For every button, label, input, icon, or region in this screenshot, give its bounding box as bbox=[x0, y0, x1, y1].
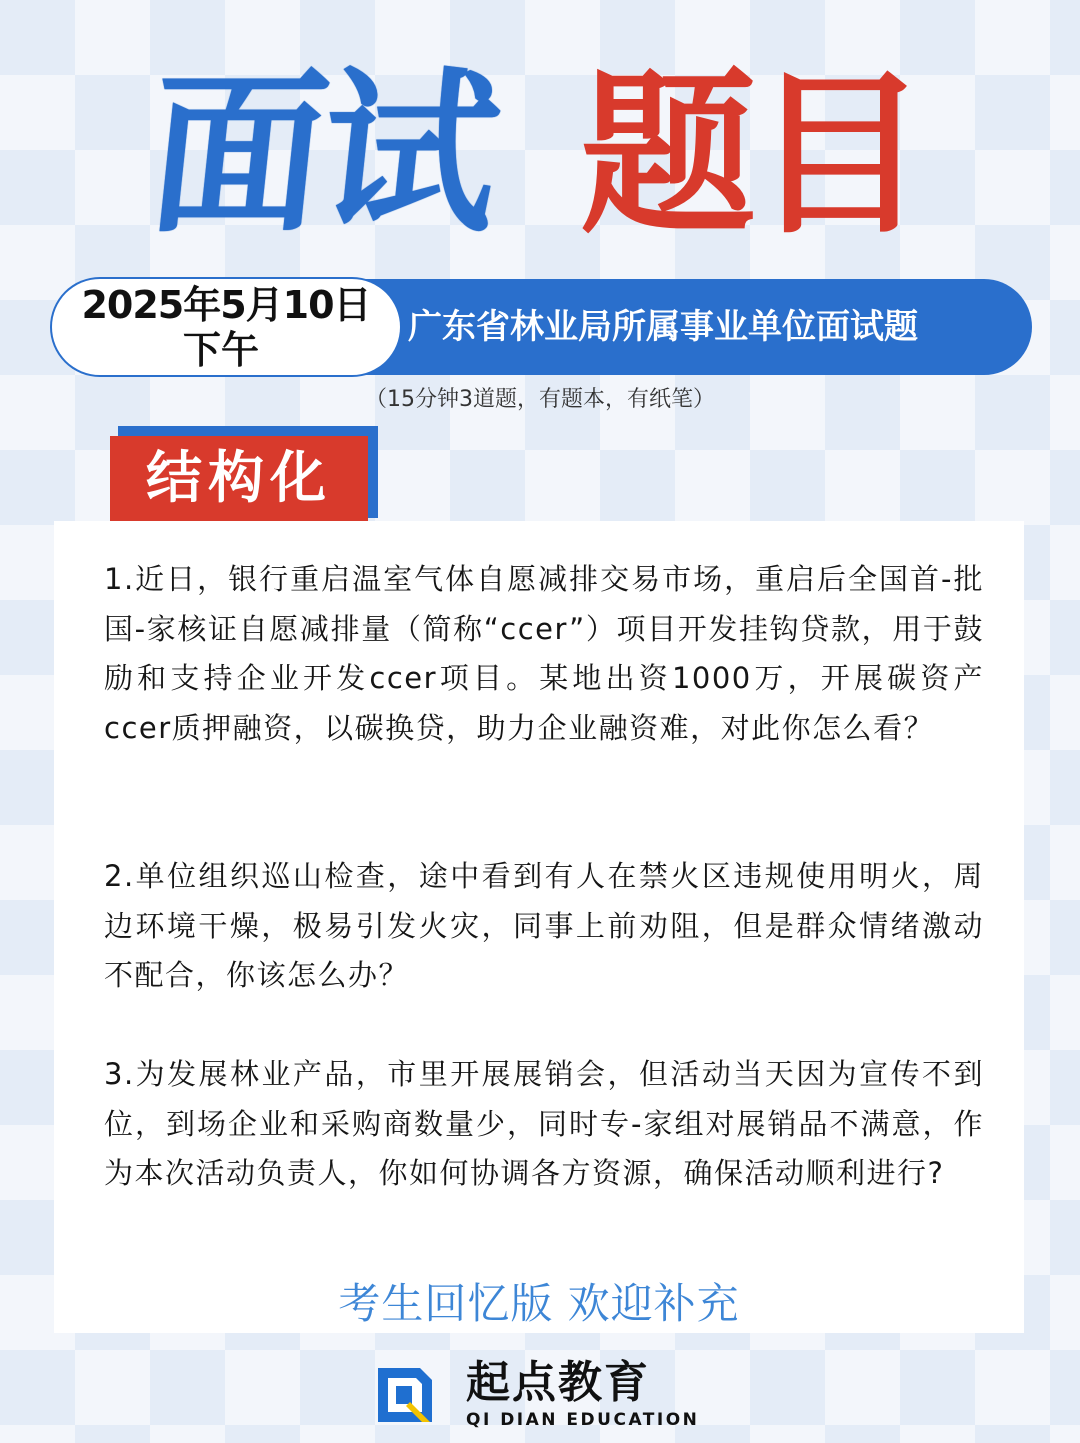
title-interview: 面试 bbox=[139, 52, 505, 257]
section-tag: 结构化 bbox=[110, 436, 368, 522]
heading-band-blue bbox=[352, 279, 1032, 375]
exam-format-note: （15分钟3道题，有题本，有纸笔） bbox=[365, 387, 715, 412]
title-questions: 题目 bbox=[580, 51, 925, 258]
heading-band bbox=[52, 279, 1032, 375]
recall-note: 考生回忆版 欢迎补充 bbox=[338, 1279, 740, 1328]
exam-heading: 广东省林业局所属事业单位面试题 bbox=[408, 307, 918, 347]
page-title bbox=[0, 40, 1080, 270]
brand bbox=[372, 1358, 712, 1432]
question-1: 1.近日，银行重启温室气体自愿减排交易市场，重启后全国首-批国-家核证自愿减排量（简称“ccer”）项目开发挂钩贷款，用于鼓励和支持企业开发ccer项目。某地出资1000万，开展碳资产ccer质押融资，以碳换贷，助力企业融资难，对此你怎么看？ bbox=[104, 562, 984, 745]
qd-logo-icon bbox=[372, 1362, 438, 1428]
questions-card bbox=[54, 521, 1024, 1333]
question-2: 2.单位组织巡山检查，途中看到有人在禁火区违规使用明火，周边环境干燥，极易引发火灾，同事上前劝阻，但是群众情绪激动不配合，你该怎么办？ bbox=[104, 859, 984, 992]
date-pill bbox=[52, 279, 400, 375]
brand-name-en: QI DIAN EDUCATION bbox=[466, 1410, 700, 1430]
exam-date: 2025年5月10日 bbox=[81, 283, 371, 327]
exam-time: 下午 bbox=[182, 328, 259, 372]
brand-name: 起点教育 bbox=[466, 1357, 650, 1408]
question-3: 3.为发展林业产品，市里开展展销会，但活动当天因为宣传不到位，到场企业和采购商数量少，同时专-家组对展销品不满意，作为本次活动负责人，你如何协调各方资源，确保活动顺利进行? bbox=[104, 1057, 984, 1190]
